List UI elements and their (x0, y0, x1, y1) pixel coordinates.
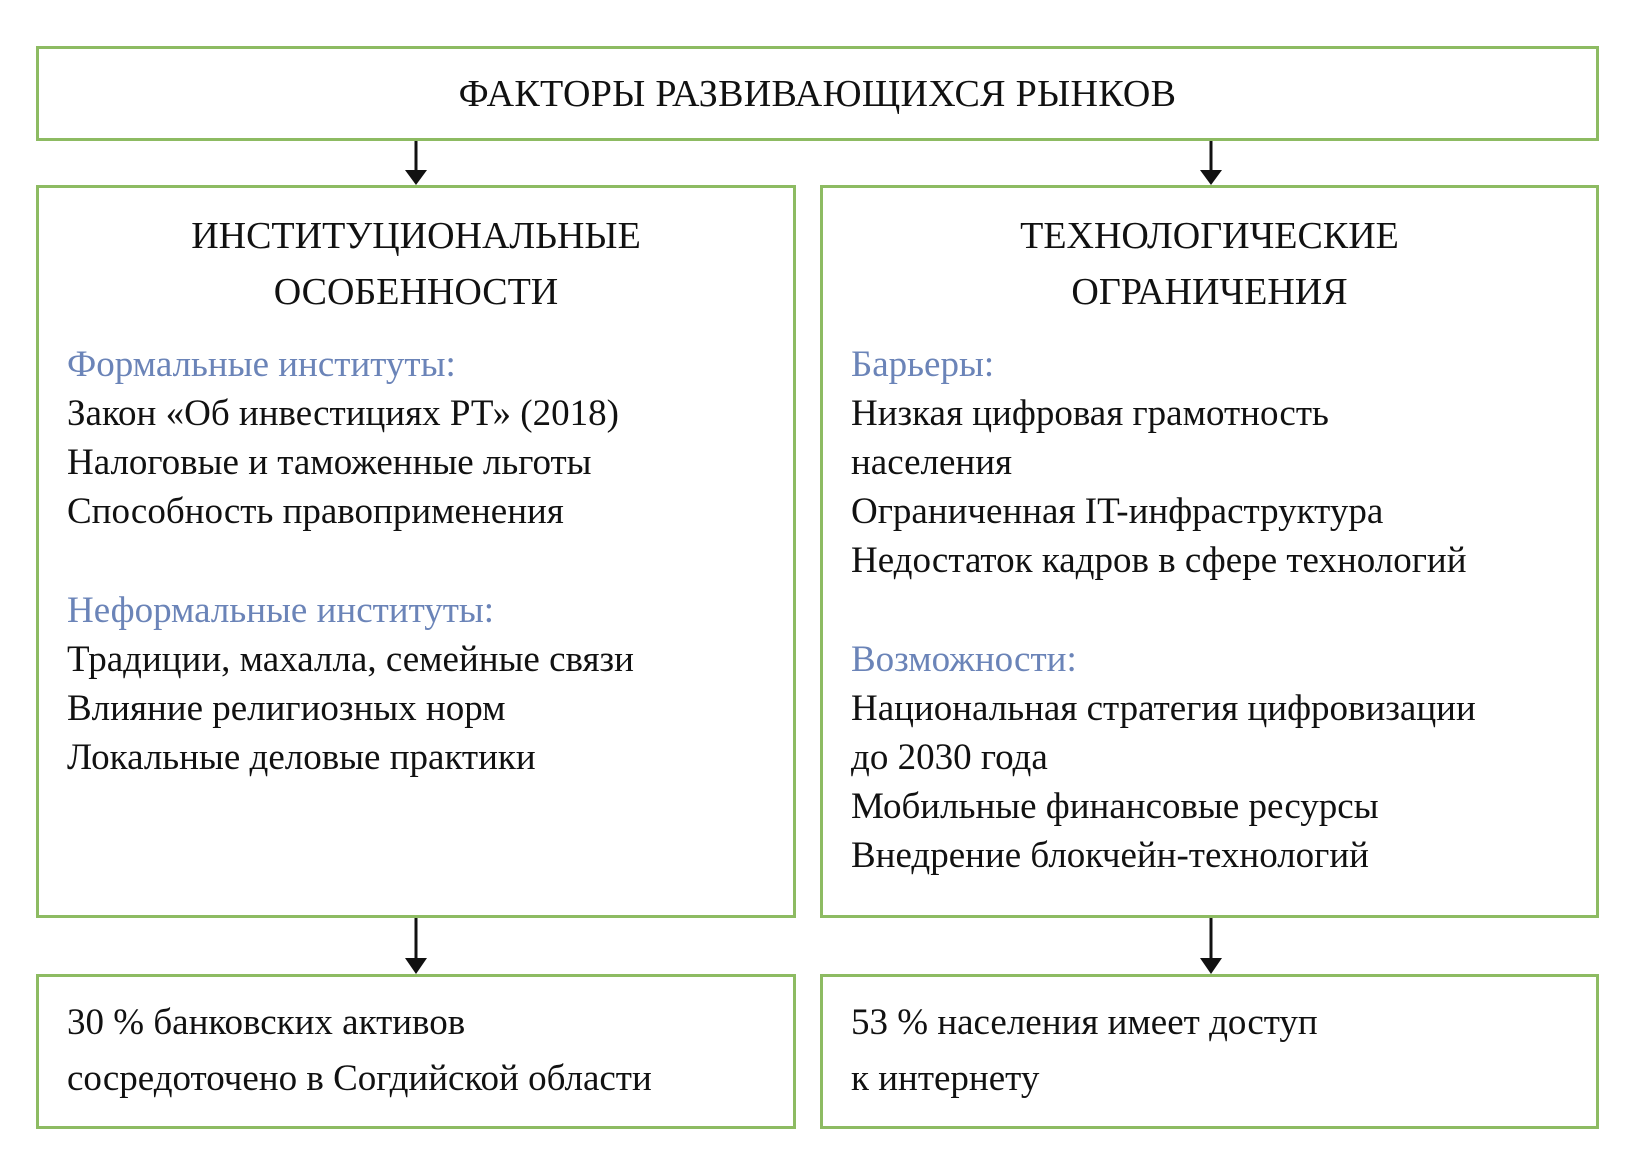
list-item: Закон «Об инвестициях РТ» (2018) (67, 393, 619, 434)
formal-institutions-title: Формальные институты: (67, 344, 456, 385)
arrow-top-to-right-head (1200, 170, 1222, 185)
list-item: Низкая цифровая грамотность (851, 393, 1329, 434)
banking-assets-line1: 30 % банковских активов (67, 1002, 466, 1043)
banking-assets-line2: сосредоточено в Согдийской области (67, 1058, 652, 1099)
opportunities-section (851, 635, 1476, 880)
internet-access-line2: к интернету (851, 1058, 1040, 1099)
factors-title-box (36, 46, 1599, 141)
opportunities-title: Возможности: (851, 639, 1077, 680)
institutional-heading-line1: ИНСТИТУЦИОНАЛЬНЫЕ (191, 215, 641, 257)
list-item: Локальные деловые практики (67, 737, 536, 778)
list-item: Ограниченная IT-инфраструктура (851, 491, 1384, 532)
internet-access-text (851, 995, 1318, 1107)
list-item: населения (851, 442, 1013, 483)
technological-heading (823, 208, 1596, 320)
list-item: Внедрение блокчейн-технологий (851, 835, 1369, 876)
list-item: Традиции, махалла, семейные связи (67, 639, 634, 680)
banking-assets-result-box (36, 974, 796, 1129)
list-item: Мобильные финансовые ресурсы (851, 786, 1379, 827)
institutional-heading (39, 208, 793, 320)
institutional-heading-line2: ОСОБЕННОСТИ (273, 271, 559, 313)
list-item: Налоговые и таможенные льготы (67, 442, 592, 483)
barriers-title: Барьеры: (851, 344, 995, 385)
formal-institutions-section (67, 340, 619, 536)
informal-institutions-section (67, 586, 634, 782)
arrow-right-to-result-head (1200, 958, 1222, 974)
technological-constraints-box (820, 185, 1599, 918)
internet-access-result-box (820, 974, 1599, 1129)
informal-institutions-title: Неформальные институты: (67, 590, 495, 631)
list-item: до 2030 года (851, 737, 1048, 778)
arrow-left-to-result-head (405, 958, 427, 974)
technological-heading-line2: ОГРАНИЧЕНИЯ (1071, 271, 1348, 313)
banking-assets-text (67, 995, 652, 1107)
list-item: Национальная стратегия цифровизации (851, 688, 1476, 729)
internet-access-line1: 53 % населения имеет доступ (851, 1002, 1318, 1043)
technological-heading-line1: ТЕХНОЛОГИЧЕСКИЕ (1020, 215, 1399, 257)
arrow-top-to-left-head (405, 170, 427, 185)
diagram-title: ФАКТОРЫ РАЗВИВАЮЩИХСЯ РЫНКОВ (458, 72, 1177, 115)
list-item: Недостаток кадров в сфере технологий (851, 540, 1467, 581)
list-item: Влияние религиозных норм (67, 688, 506, 729)
list-item: Способность правоприменения (67, 491, 564, 532)
institutional-features-box (36, 185, 796, 918)
barriers-section (851, 340, 1467, 585)
